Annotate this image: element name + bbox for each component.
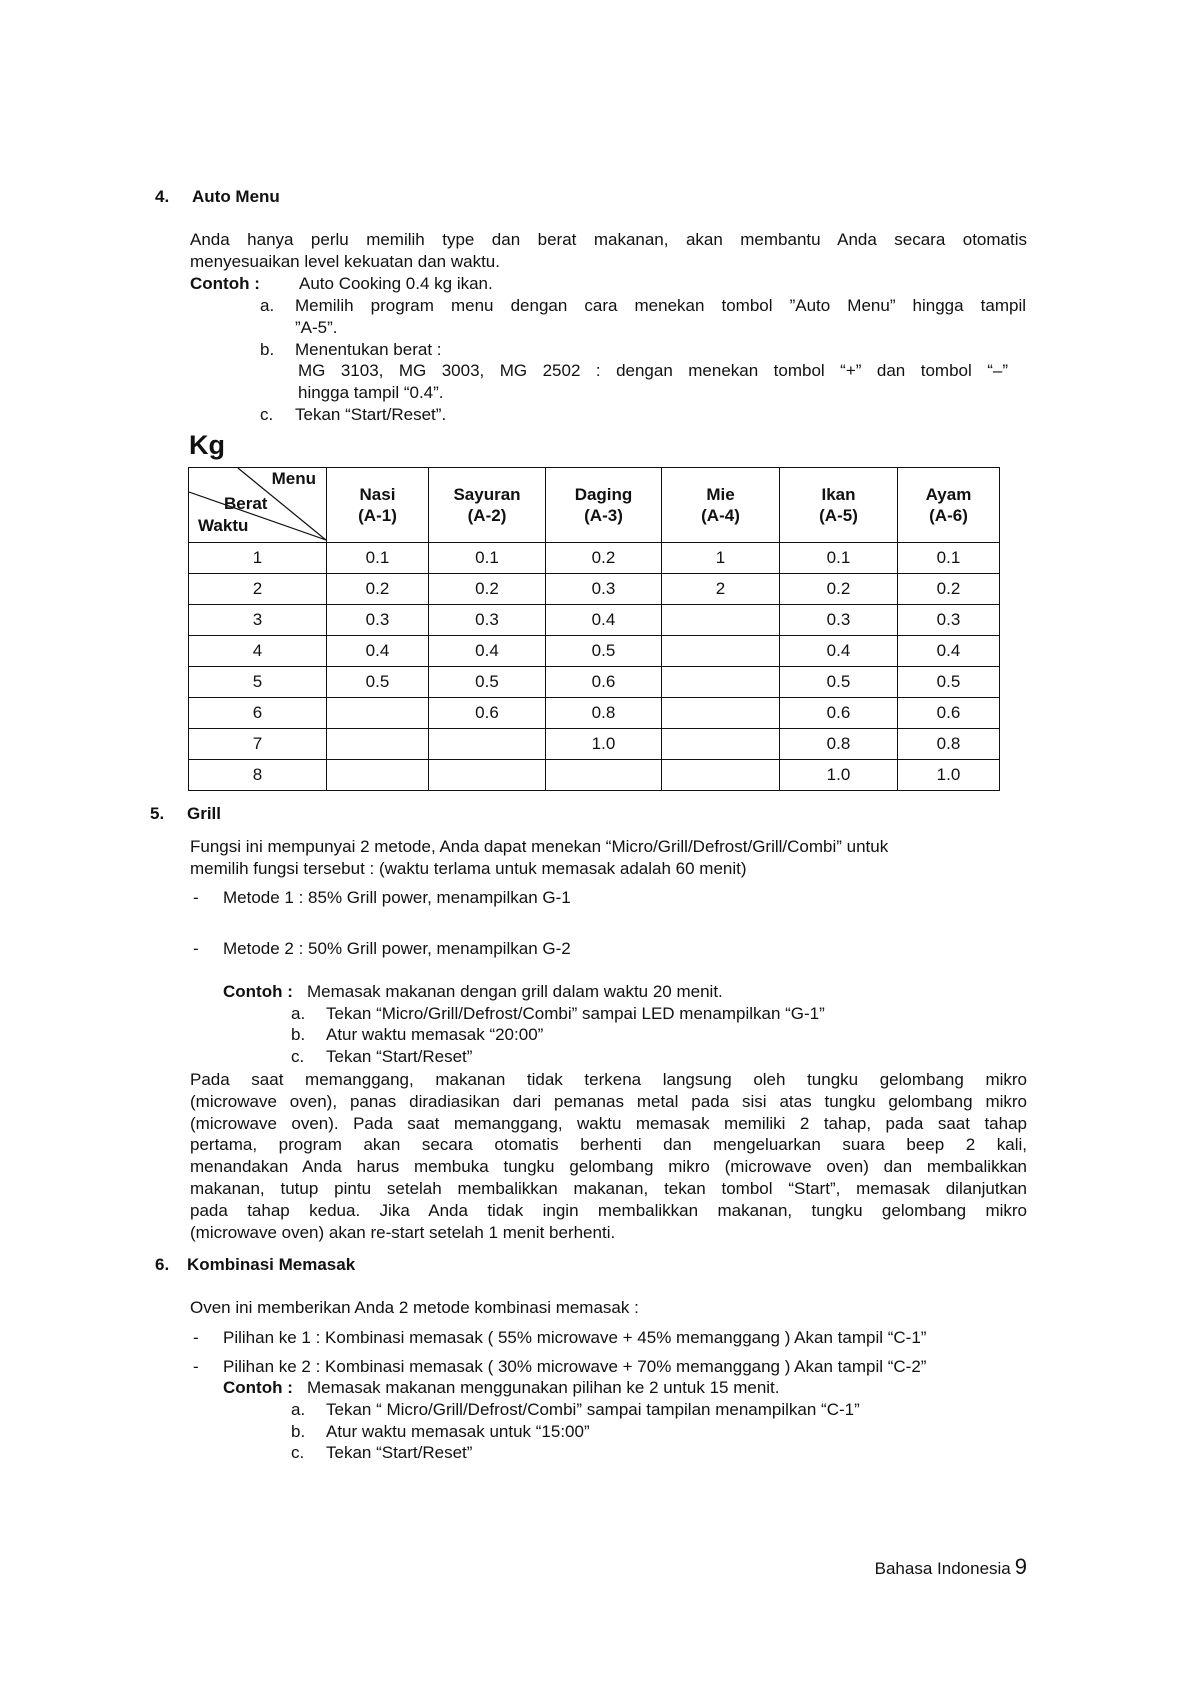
- weight-cell: [327, 760, 429, 791]
- waktu-cell: 3: [189, 605, 327, 636]
- waktu-cell: 2: [189, 574, 327, 605]
- column-header: [780, 468, 898, 543]
- column-header: [546, 468, 662, 543]
- section-number: 6.: [155, 1255, 170, 1274]
- corner-berat-label: Berat: [224, 494, 268, 513]
- weight-cell: [662, 636, 780, 667]
- bullet: -: [193, 1328, 199, 1347]
- paragraph-line: Oven ini memberikan Anda 2 metode kombinasi memasak :: [190, 1298, 639, 1317]
- step-label: a.: [260, 296, 275, 315]
- column-header: [327, 468, 429, 543]
- weight-cell: 0.1: [327, 543, 429, 574]
- column-code: (A-3): [584, 506, 623, 525]
- weight-cell: 0.5: [898, 667, 1000, 698]
- waktu-cell: 4: [189, 636, 327, 667]
- bullet: -: [193, 939, 199, 958]
- weight-cell: [327, 729, 429, 760]
- step-text: Atur waktu memasak “20:00”: [326, 1025, 544, 1044]
- waktu-cell: 8: [189, 760, 327, 791]
- table-row: [189, 760, 1000, 791]
- bullet: -: [193, 1357, 199, 1376]
- corner-header-cell: [189, 468, 327, 543]
- weight-cell: 0.8: [898, 729, 1000, 760]
- weight-cell: [662, 605, 780, 636]
- weight-cell: 0.6: [780, 698, 898, 729]
- weight-cell: 0.5: [546, 636, 662, 667]
- column-code: (A-1): [358, 506, 397, 525]
- example-label: Contoh :: [223, 982, 293, 1001]
- paragraph-line: makanan, tutup pintu setelah membalikkan makanan, tekan tombol “Start”, memasak dilanjutkan: [190, 1179, 1027, 1198]
- method-item: Metode 1 : 85% Grill power, menampilkan G-1: [223, 888, 571, 907]
- weight-cell: 0.5: [327, 667, 429, 698]
- weight-cell: 0.2: [327, 574, 429, 605]
- option-item: Pilihan ke 2 : Kombinasi memasak ( 30% microwave + 70% memanggang ) Akan tampil “C-2”: [223, 1357, 927, 1376]
- column-header: [898, 468, 1000, 543]
- weight-cell: 0.5: [780, 667, 898, 698]
- section-number: 4.: [155, 187, 170, 206]
- column-code: (A-6): [929, 506, 968, 525]
- step-text: MG 3103, MG 3003, MG 2502 : dengan menekan tombol “+” dan tombol “–”: [298, 361, 1008, 380]
- column-code: (A-2): [467, 506, 507, 525]
- paragraph-line: menyesuaikan level kekuatan dan waktu.: [190, 252, 500, 271]
- weight-cell: 0.2: [546, 543, 662, 574]
- corner-waktu-label: Waktu: [198, 516, 249, 535]
- footer-language: Bahasa Indonesia: [874, 1559, 1011, 1578]
- step-text: Tekan “Micro/Grill/Defrost/Combi” sampai LED menampilkan “G-1”: [326, 1004, 825, 1023]
- weight-cell: 0.4: [546, 605, 662, 636]
- weight-cell: 0.4: [327, 636, 429, 667]
- step-text: Menentukan berat :: [295, 340, 442, 359]
- unit-label: Kg: [189, 430, 225, 460]
- column-name: Daging: [574, 485, 633, 504]
- weight-cell: 1.0: [898, 760, 1000, 791]
- column-name: Ikan: [821, 485, 856, 504]
- column-name: Nasi: [359, 485, 396, 504]
- paragraph-line: pertama, program akan secara otomatis berhenti dan mengeluarkan suara beep 2 kali,: [190, 1135, 1027, 1155]
- weight-cell: 0.1: [780, 543, 898, 574]
- step-text: Tekan “Start/Reset”.: [295, 405, 447, 424]
- section-number: 5.: [150, 804, 165, 823]
- weight-cell: 0.6: [898, 698, 1000, 729]
- paragraph-line: pada tahap kedua. Jika Anda tidak ingin membalikkan makanan, tungku gelombang mikro: [190, 1200, 1027, 1220]
- weight-cell: 1.0: [780, 760, 898, 791]
- weight-cell: 1: [662, 543, 780, 574]
- step-text: Atur waktu memasak untuk “15:00”: [326, 1422, 590, 1441]
- paragraph-line: (microwave oven), panas diradiasikan dari pemanas metal pada sisi atas tungku gelombang mikro: [190, 1091, 1027, 1111]
- column-header: [429, 468, 546, 543]
- step-label: b.: [260, 340, 275, 359]
- weight-cell: 0.2: [780, 574, 898, 605]
- paragraph-line: (microwave oven). Pada saat memanggang, waktu memasak memiliki 2 tahap, pada saat tahap: [190, 1113, 1027, 1133]
- weight-cell: 0.5: [429, 667, 546, 698]
- step-label: c.: [260, 405, 274, 424]
- step-label: a.: [291, 1400, 306, 1419]
- column-name: Ayam: [925, 485, 972, 504]
- weight-cell: [662, 698, 780, 729]
- step-text: Tekan “Start/Reset”: [326, 1047, 473, 1066]
- column-name: Sayuran: [453, 485, 521, 504]
- example-text: Memasak makanan menggunakan pilihan ke 2 untuk 15 menit.: [307, 1378, 780, 1397]
- page-footer: [875, 1554, 1027, 1580]
- weight-cell: [429, 729, 546, 760]
- weight-cell: 0.3: [327, 605, 429, 636]
- table-row: [189, 698, 1000, 729]
- step-text: Memilih program menu dengan cara menekan tombol ”Auto Menu” hingga tampil: [295, 296, 1026, 315]
- example-label: Contoh :: [190, 274, 260, 293]
- example-text: Memasak makanan dengan grill dalam waktu 20 menit.: [307, 982, 723, 1001]
- weight-cell: 0.4: [898, 636, 1000, 667]
- weight-cell: [662, 729, 780, 760]
- weight-cell: [327, 698, 429, 729]
- weight-cell: 0.2: [898, 574, 1000, 605]
- weight-cell: [662, 667, 780, 698]
- waktu-cell: 1: [189, 543, 327, 574]
- paragraph-line: Anda hanya perlu memilih type dan berat makanan, akan membantu Anda secara otomatis: [190, 230, 1027, 249]
- weight-cell: 1.0: [546, 729, 662, 760]
- waktu-cell: 6: [189, 698, 327, 729]
- method-item: Metode 2 : 50% Grill power, menampilkan G-2: [223, 939, 571, 958]
- weight-cell: 0.3: [546, 574, 662, 605]
- section-title: Kombinasi Memasak: [187, 1255, 356, 1274]
- step-label: c.: [291, 1047, 305, 1066]
- paragraph-line: Pada saat memanggang, makanan tidak terkena langsung oleh tungku gelombang mikro: [190, 1070, 1027, 1089]
- corner-menu-label: Menu: [271, 469, 316, 488]
- step-text: hingga tampil “0.4”.: [298, 383, 444, 402]
- paragraph-line: memilih fungsi tersebut : (waktu terlama untuk memasak adalah 60 menit): [190, 859, 747, 878]
- weight-cell: [546, 760, 662, 791]
- weight-cell: 0.2: [429, 574, 546, 605]
- step-label: b.: [291, 1025, 306, 1044]
- paragraph-line: menandakan Anda harus membuka tungku gelombang mikro (microwave oven) dan membalikkan: [190, 1157, 1027, 1177]
- weight-cell: 0.3: [780, 605, 898, 636]
- weight-cell: 0.1: [429, 543, 546, 574]
- table-row: [189, 636, 1000, 667]
- paragraph-line: Fungsi ini mempunyai 2 metode, Anda dapat menekan “Micro/Grill/Defrost/Grill/Combi” untuk: [190, 837, 889, 856]
- table-row: [189, 574, 1000, 605]
- table-row: [189, 543, 1000, 574]
- waktu-cell: 7: [189, 729, 327, 760]
- section-title: Grill: [187, 804, 222, 823]
- weight-cell: 0.1: [898, 543, 1000, 574]
- weight-cell: [662, 760, 780, 791]
- weight-cell: 0.4: [429, 636, 546, 667]
- auto-menu-table: [188, 467, 1000, 791]
- column-name: Mie: [706, 485, 735, 504]
- step-label: a.: [291, 1004, 306, 1023]
- weight-cell: 0.8: [780, 729, 898, 760]
- table-row: [189, 667, 1000, 698]
- step-label: c.: [291, 1443, 305, 1462]
- waktu-cell: 5: [189, 667, 327, 698]
- table-header-row: [189, 468, 1000, 543]
- weight-cell: 0.4: [780, 636, 898, 667]
- section-title: Auto Menu: [192, 187, 280, 206]
- step-text: Tekan “Start/Reset”: [326, 1443, 473, 1462]
- table-row: [189, 729, 1000, 760]
- step-text: Tekan “ Micro/Grill/Defrost/Combi” sampai tampilan menampilkan “C-1”: [326, 1400, 860, 1419]
- column-header: [662, 468, 780, 543]
- page-number: 9: [1014, 1554, 1027, 1579]
- step-text: ”A-5”.: [295, 318, 338, 337]
- weight-cell: 0.3: [429, 605, 546, 636]
- weight-cell: 2: [662, 574, 780, 605]
- paragraph-line: (microwave oven) akan re-start setelah 1 menit berhenti.: [190, 1222, 616, 1242]
- table-row: [189, 605, 1000, 636]
- column-code: (A-4): [701, 506, 740, 525]
- weight-cell: [429, 760, 546, 791]
- option-item: Pilihan ke 1 : Kombinasi memasak ( 55% microwave + 45% memanggang ) Akan tampil “C-1”: [223, 1328, 927, 1347]
- step-label: b.: [291, 1422, 306, 1441]
- example-label: Contoh :: [223, 1378, 293, 1397]
- weight-cell: 0.8: [546, 698, 662, 729]
- example-text: Auto Cooking 0.4 kg ikan.: [299, 274, 493, 293]
- bullet: -: [193, 888, 199, 907]
- weight-cell: 0.6: [429, 698, 546, 729]
- weight-cell: 0.6: [546, 667, 662, 698]
- column-code: (A-5): [819, 506, 858, 525]
- weight-cell: 0.3: [898, 605, 1000, 636]
